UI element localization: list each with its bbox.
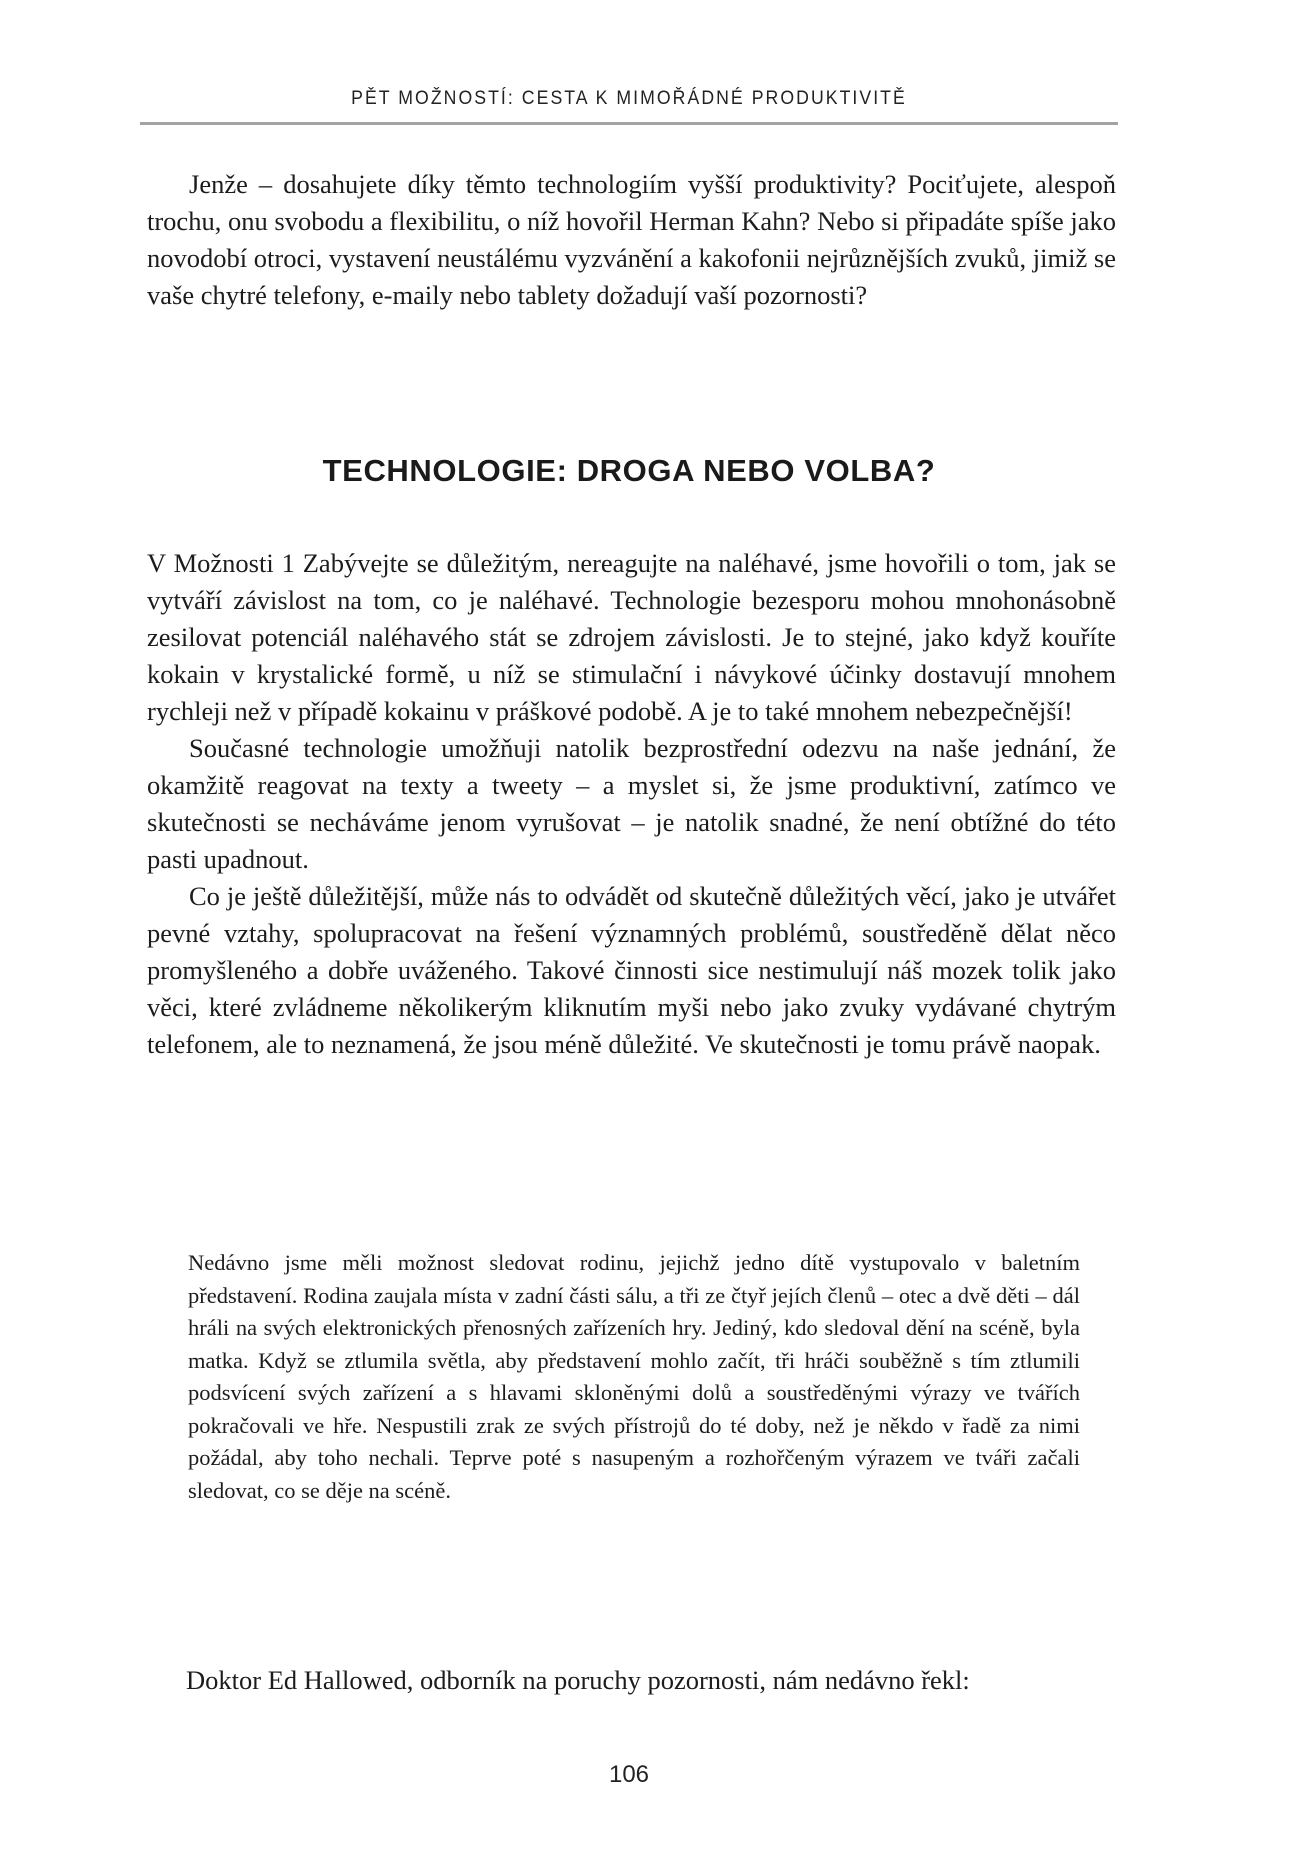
paragraph: Co je ještě důležitější, může nás to odvádět od skutečně důležitých věcí, jako je utvářet pevné vztahy, spolupracovat na řešení významných problémů, soustředěně dělat něco promyšleného a dobře uváženého. Takové činnosti sice nestimulují náš mozek tolik jako věci, které zvládneme několikerým kliknutím myši nebo jako zvuky vydávané chytrým telefonem, ale to neznamená, že jsou méně důležité. Ve skutečnosti je tomu právě naopak. bbox=[147, 881, 1116, 1059]
intro-section bbox=[147, 166, 1116, 314]
main-section bbox=[147, 545, 1116, 1063]
paragraph: V Možnosti 1 Zabývejte se důležitým, nereagujte na naléhavé, jsme hovořili o tom, jak se vytváří závislost na tom, co je naléhavé. Technologie bezesporu mohou mnohonásobně zesilovat potenciál naléhavého stát se zdrojem závislosti. Je to stejné, jako když kouříte kokain v krystalické formě, u níž se stimulační i návykové účinky dostavují mnohem rychleji než v případě kokainu v práškové podobě. A je to také mnohem nebezpečnější! bbox=[147, 548, 1116, 726]
intro-paragraph: Jenže – dosahujete díky těmto technologiím vyšší produktivity? Pociťujete, alespoň trochu, onu svobodu a flexibilitu, o níž hovořil Herman Kahn? Nebo si připadáte spíše jako novodobí otroci, vystavení neustálému vyzvánění a kakofonii nejrůznějších zvuků, jimiž se vaše chytré telefony, e-maily nebo tablety dožadují vaší pozornosti? bbox=[147, 169, 1116, 310]
section-heading: TECHNOLOGIE: DROGA NEBO VOLBA? bbox=[322, 453, 936, 488]
closing-paragraph: Doktor Ed Hallowed, odborník na poruchy pozornosti, nám nedávno řekl: bbox=[186, 1665, 970, 1695]
running-head: PĚT MOŽNOSTÍ: CESTA K MIMOŘÁDNÉ PRODUKTIVITĚ bbox=[351, 88, 907, 109]
page-number: 106 bbox=[608, 1761, 650, 1788]
header-rule bbox=[140, 122, 1118, 125]
paragraph: Současné technologie umožňuji natolik bezprostřední odezvu na naše jednání, že okamžitě reagovat na texty a tweety – a myslet si, že jsme produktivní, zatímco ve skutečnosti se necháváme jenom vyrušovat – je natolik snadné, že není obtížné do této pasti upadnout. bbox=[147, 733, 1116, 874]
anecdote-block bbox=[188, 1247, 1080, 1507]
anecdote-paragraph: Nedávno jsme měli možnost sledovat rodinu, jejichž jedno dítě vystupovalo v baletním představení. Rodina zaujala místa v zadní části sálu, a tři ze čtyř jejích členů – otec a dvě děti – dál hráli na svých elektronických přenosných zařízeních hry. Jediný, kdo sledoval dění na scéně, byla matka. Když se ztlumila světla, aby představení mohlo začít, tři hráči souběžně s tím ztlumili podsvícení svých zařízení a s hlavami skloněnými dolů a soustředěnými výrazy ve tvářích pokračovali ve hře. Nespustili zrak ze svých přístrojů do té doby, než je někdo v řadě za nimi požádal, aby toho nechali. Teprve poté s nasupeným a rozhořčeným výrazem ve tváři začali sledovat, co se děje na scéně. bbox=[188, 1250, 1080, 1503]
closing-section bbox=[186, 1662, 1116, 1699]
